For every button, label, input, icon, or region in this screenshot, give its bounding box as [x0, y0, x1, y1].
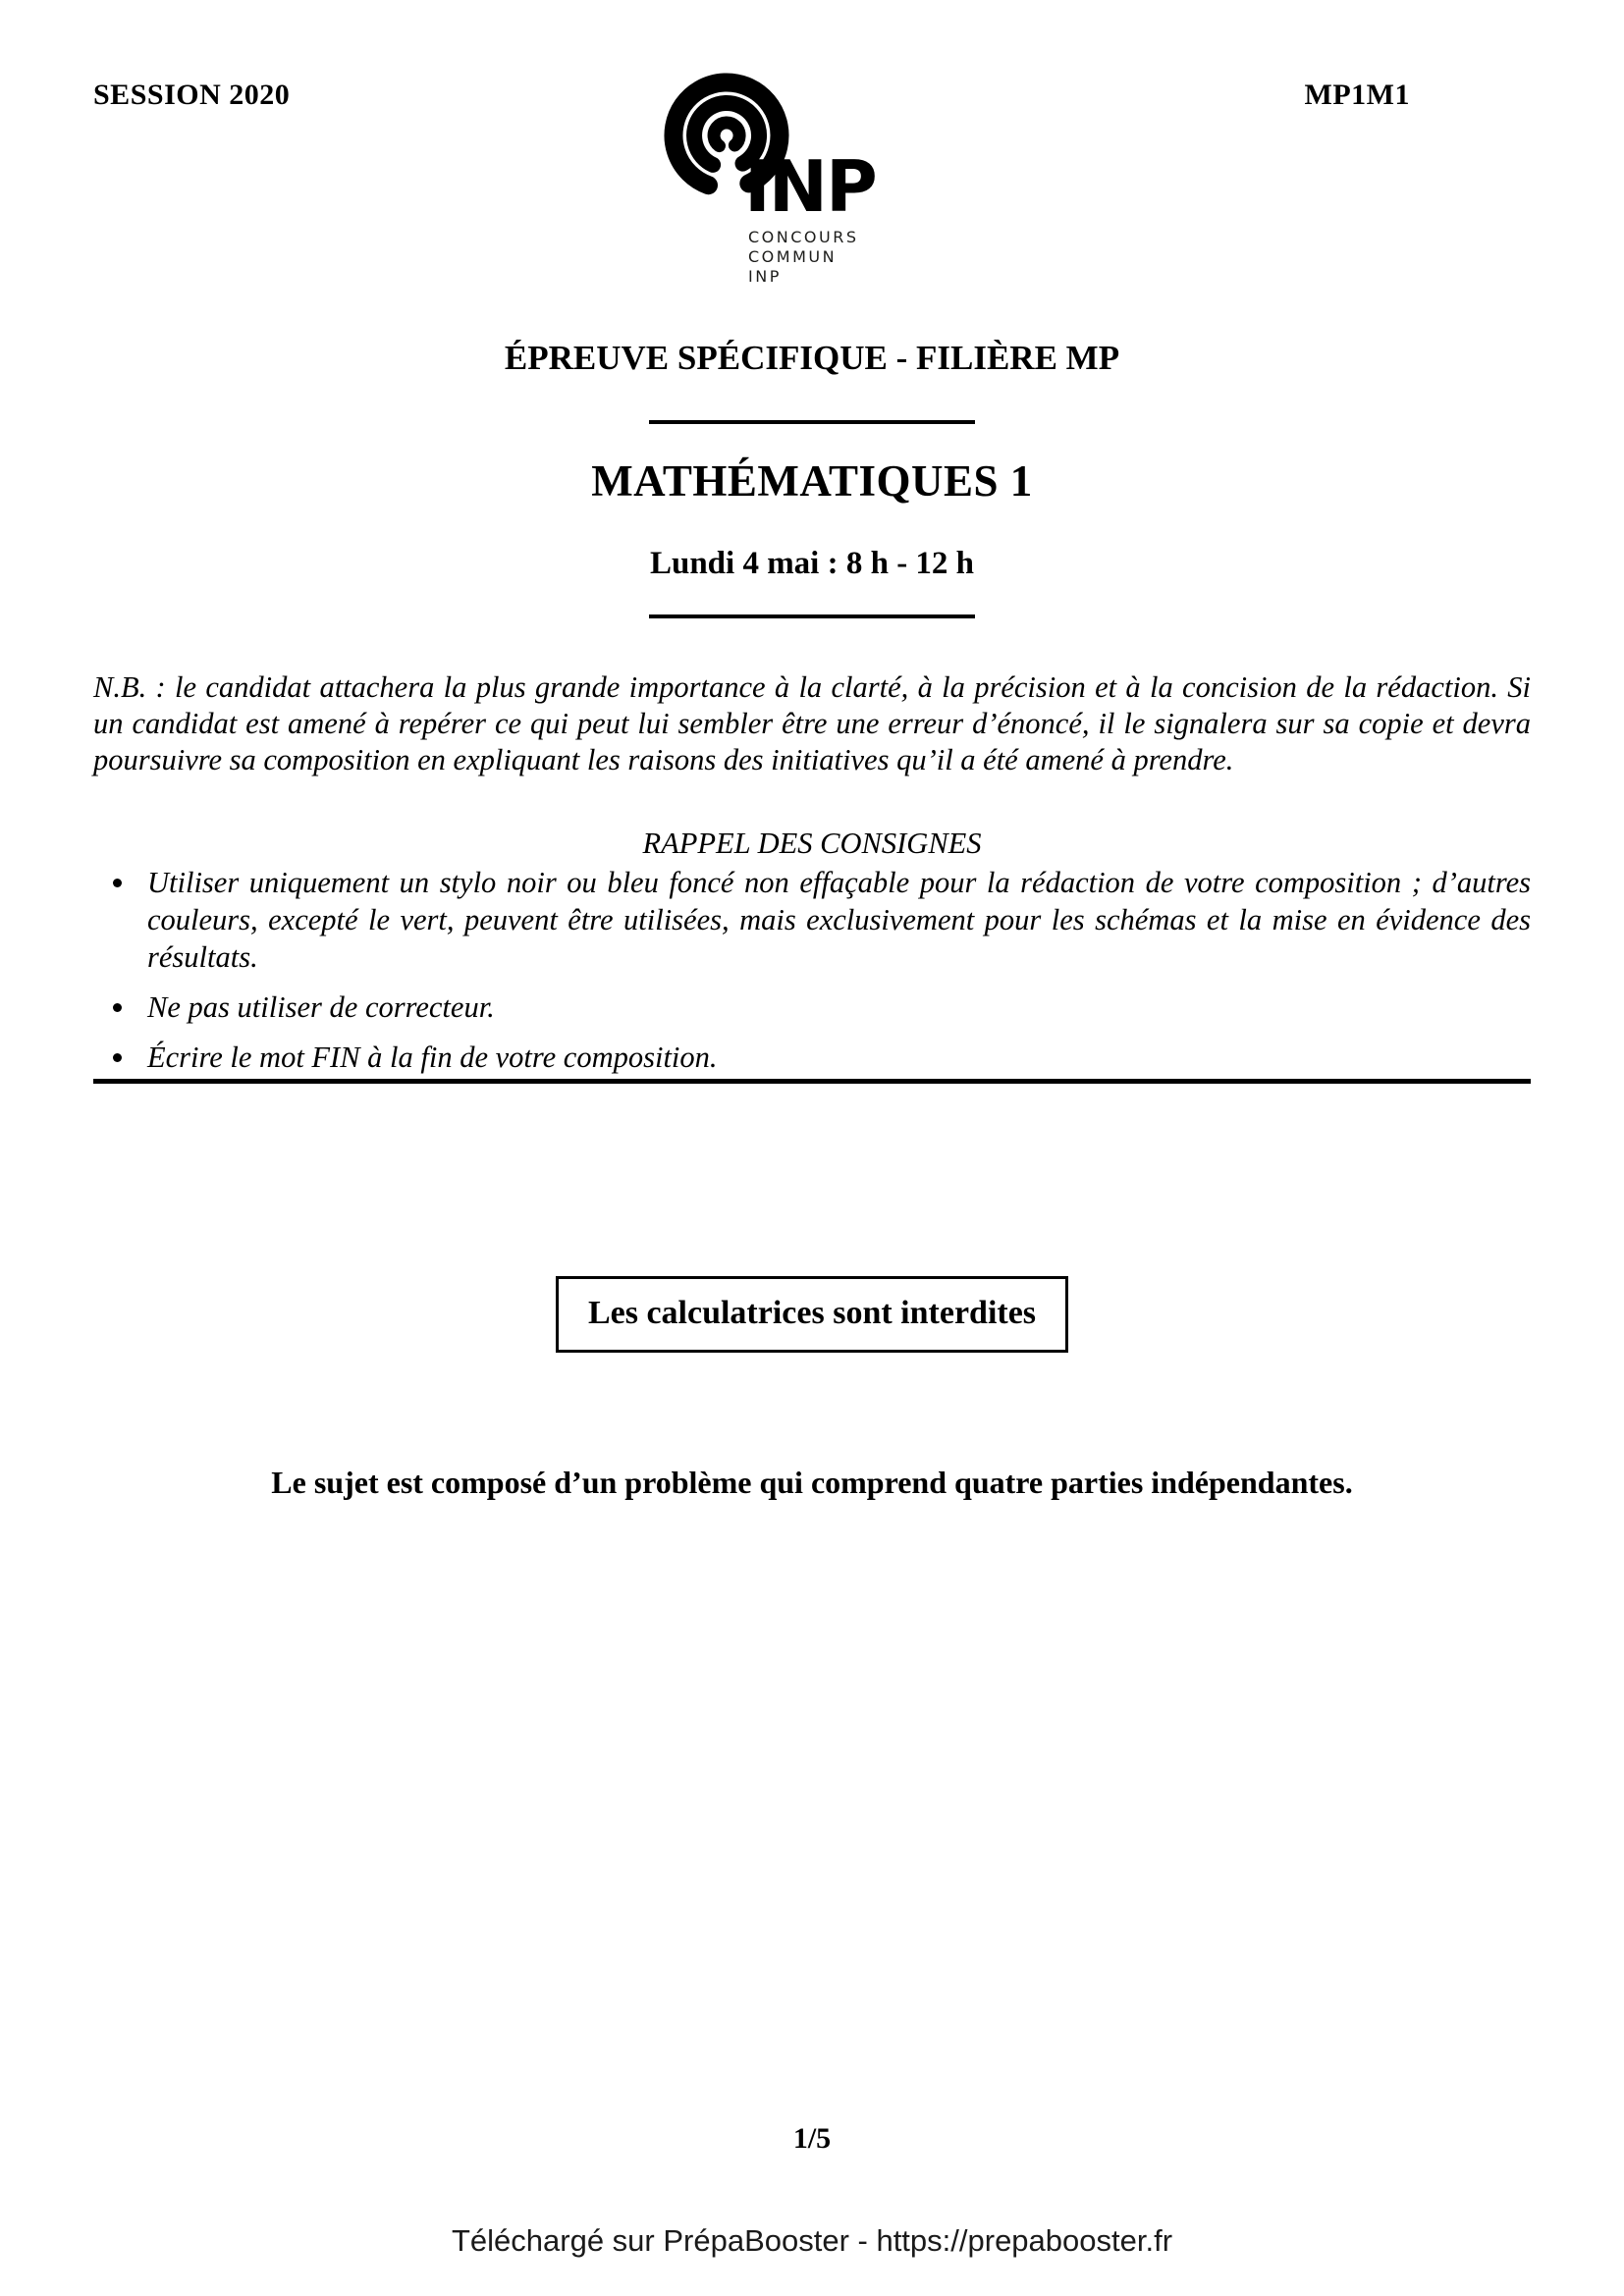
section-separator-line: [93, 1079, 1531, 1084]
session-label: SESSION 2020: [93, 79, 291, 111]
schedule-line: Lundi 4 mai : 8 h - 12 h: [649, 546, 975, 581]
consigne-item: [93, 988, 1531, 1026]
rappel-title: RAPPEL DES CONSIGNES: [642, 827, 982, 860]
divider-line: [649, 614, 975, 618]
logo-caption-line: COMMUN: [748, 247, 838, 266]
paper-code: MP1M1: [1304, 79, 1410, 111]
divider-line: [649, 420, 975, 424]
logo-caption: [748, 228, 915, 287]
subject-title: MATHÉMATIQUES 1: [591, 456, 1033, 506]
logo-acronym: INP: [744, 145, 876, 222]
logo-caption-line: INP: [748, 267, 782, 286]
nb-paragraph: N.B. : le candidat attachera la plus grande importance à la clarté, à la précision et à la concision de la rédaction. Si un candidat est amené à repérer ce qui peut lui sembler être une erreur d’énoncé, il le signalera sur sa copie et devra poursuivre sa composition en expliquant les raisons des initiatives qu’il a été amené à prendre.: [93, 670, 1531, 776]
bullet-icon: [113, 1003, 122, 1012]
consigne-text: Utiliser uniquement un stylo noir ou bleu foncé non effaçable pour la rédaction de votre composition ; d’autres couleurs, excepté le vert, peuvent être utilisées, mais exclusivement pour les schémas et la mise en évidence des résultats.: [147, 866, 1531, 974]
consigne-text: Ne pas utiliser de correcteur.: [147, 990, 495, 1024]
subject-note: Le sujet est composé d’un problème qui comprend quatre parties indépendantes.: [271, 1465, 1353, 1500]
calculator-notice-wrap: [0, 1276, 1624, 1353]
consigne-item: [93, 864, 1531, 976]
consignes-list: [93, 864, 1531, 1089]
consigne-text: Écrire le mot FIN à la fin de votre composition.: [147, 1041, 718, 1074]
logo-caption-line: CONCOURS: [748, 228, 859, 246]
ccinp-logo: [660, 65, 915, 287]
epreuve-title: ÉPREUVE SPÉCIFIQUE - FILIÈRE MP: [504, 339, 1120, 377]
page-number: 1/5: [792, 2122, 832, 2155]
download-footer: Téléchargé sur PrépaBooster - https://prepabooster.fr: [451, 2223, 1173, 2258]
calculator-notice-box: Les calculatrices sont interdites: [556, 1276, 1068, 1353]
bullet-icon: [113, 879, 122, 887]
bullet-icon: [113, 1053, 122, 1062]
ccinp-logo-icon: [660, 65, 915, 222]
consigne-item: [93, 1039, 1531, 1076]
